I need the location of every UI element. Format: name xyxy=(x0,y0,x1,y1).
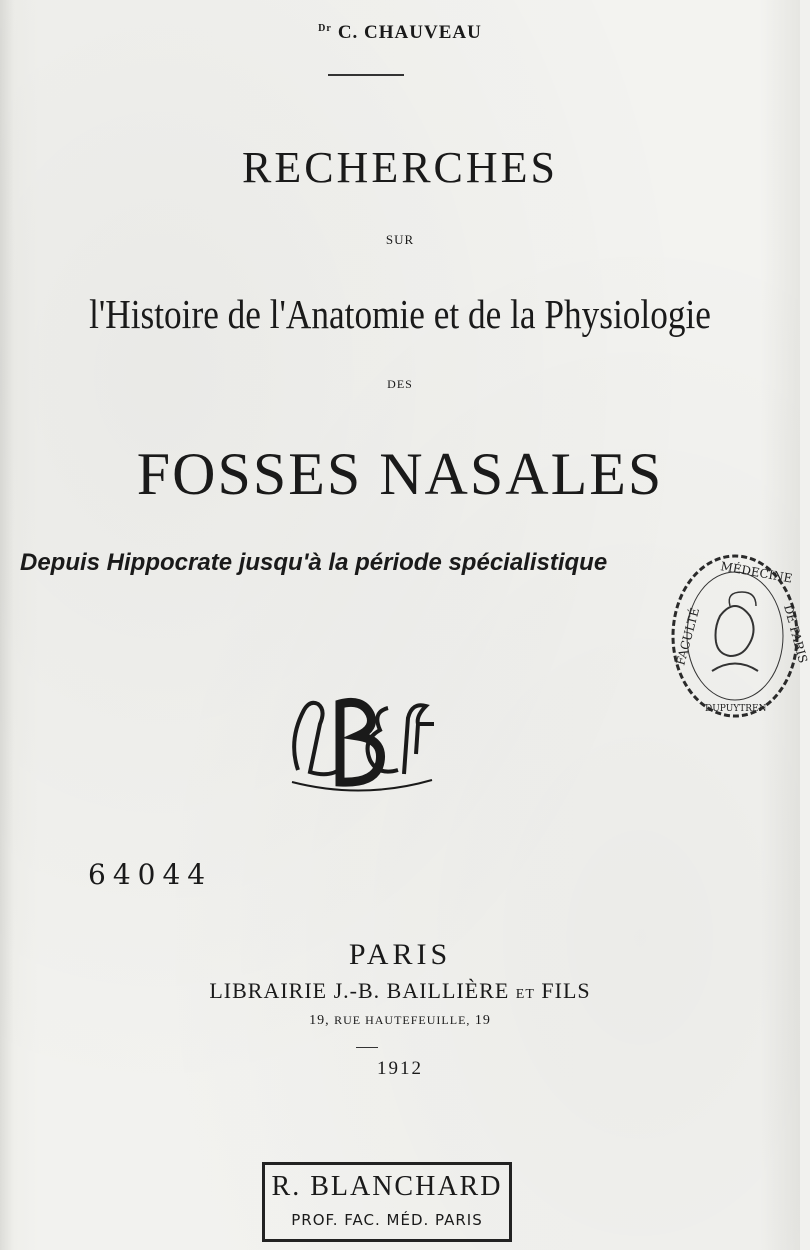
svg-text:DE PARIS: DE PARIS xyxy=(781,603,810,665)
owner-title: PROF. FAC. MÉD. PARIS xyxy=(291,1211,483,1229)
title-main: RECHERCHES xyxy=(241,143,559,192)
title-line-fosses-nasales: FOSSES NASALES xyxy=(136,441,664,507)
publisher-name: LIBRAIRIE J.-B. BAILLIÈRE xyxy=(209,978,510,1003)
divider-rule-small xyxy=(356,1047,378,1048)
divider-rule xyxy=(328,74,404,76)
imprint-city: PARIS xyxy=(348,938,452,971)
svg-text:FACULTÉ: FACULTÉ xyxy=(673,606,703,667)
svg-text:MÉDECINE: MÉDECINE xyxy=(719,559,794,586)
publisher-monogram xyxy=(284,690,440,800)
address-number: 19, xyxy=(309,1013,330,1028)
title-line-histoire: l'Histoire de l'Anatomie et de la Physiologie xyxy=(89,291,711,337)
monogram-letters: LB&F xyxy=(284,690,287,691)
shelf-number: 64044 xyxy=(88,858,213,891)
title-connector-des: DES xyxy=(387,377,413,391)
author-name: C. CHAUVEAU xyxy=(337,22,482,43)
author-prefix: Dr xyxy=(318,23,332,34)
imprint-address xyxy=(0,1013,800,1029)
owner-label-box xyxy=(262,1162,512,1242)
svg-text:DUPUYTREN: DUPUYTREN xyxy=(705,704,767,714)
publisher-fils: FILS xyxy=(541,978,591,1003)
library-stamp xyxy=(660,536,810,736)
subtitle: Depuis Hippocrate jusqu'à la période spécialistique xyxy=(20,549,608,576)
imprint-year: 1912 xyxy=(377,1058,423,1079)
owner-name: R. BLANCHARD xyxy=(271,1171,503,1202)
address-number-2: 19 xyxy=(474,1013,491,1028)
title-connector-sur: SUR xyxy=(385,232,415,247)
publisher-et: ET xyxy=(515,987,535,1002)
address-street: RUE HAUTEFEUILLE, xyxy=(334,1013,471,1027)
imprint-publisher xyxy=(0,978,800,1004)
author-line xyxy=(0,22,800,44)
